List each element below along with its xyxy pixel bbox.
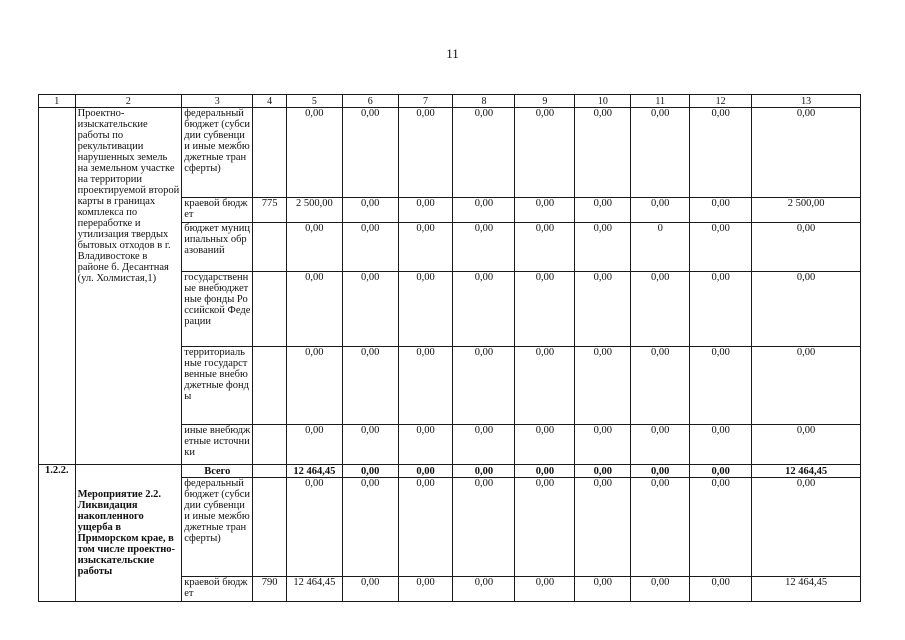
value-cell-col-11: 0,00	[631, 198, 690, 223]
value-cell-col-10: 0,00	[575, 272, 631, 347]
value-cell-col-7: 0,00	[398, 223, 453, 272]
value-cell-col-7: 0,00	[398, 347, 453, 425]
value-cell-col-6: 0,00	[342, 425, 398, 465]
item-title: Проектно-изыскательские работы по рекультивации нарушенных земель на земельном участке на территории проектируемой второй карты в границах комплекса по переработке и утилизация твердых бытовых отходов в г. Владивостоке в районе б. Десантная (ул. Холмистая,1)	[75, 108, 182, 465]
value-cell-col-9: 0,00	[515, 577, 575, 602]
funding-source: краевой бюджет	[182, 198, 253, 223]
value-cell-col-9: 0,00	[515, 223, 575, 272]
column-header-11: 11	[631, 95, 690, 108]
value-cell-col-12: 0,00	[690, 198, 752, 223]
value-cell-col-8: 0,00	[453, 223, 515, 272]
value-cell-col-5: 0,00	[286, 478, 342, 577]
budget-code	[253, 425, 287, 465]
value-cell-col-9: 0,00	[515, 108, 575, 198]
value-cell-col-10: 0,00	[575, 347, 631, 425]
value-cell-col-10: 0,00	[575, 478, 631, 577]
funding-source: федеральный бюджет (субсидии субвенции иные межбюджетные трансферты)	[182, 478, 253, 577]
value-cell-col-5: 0,00	[286, 425, 342, 465]
value-cell-col-6: 0,00	[342, 272, 398, 347]
value-cell-col-11: 0,00	[631, 425, 690, 465]
value-cell-col-12: 0,00	[690, 577, 752, 602]
value-cell-col-13: 0,00	[752, 223, 861, 272]
value-cell-col-8: 0,00	[453, 108, 515, 198]
value-cell-col-11: 0,00	[631, 478, 690, 577]
funding-source: Всего	[182, 465, 253, 478]
value-cell-col-8: 0,00	[453, 577, 515, 602]
value-cell-col-12: 0,00	[690, 465, 752, 478]
value-cell-col-5: 0,00	[286, 108, 342, 198]
value-cell-col-7: 0,00	[398, 108, 453, 198]
column-header-8: 8	[453, 95, 515, 108]
budget-code	[253, 478, 287, 577]
item-number: 1.2.2.	[39, 465, 76, 602]
column-header-5: 5	[286, 95, 342, 108]
value-cell-col-13: 0,00	[752, 478, 861, 577]
value-cell-col-6: 0,00	[342, 577, 398, 602]
funding-source: территориальные государственные внебюджетные фонды	[182, 347, 253, 425]
budget-code	[253, 347, 287, 425]
funding-source: федеральный бюджет (субсидии субвенции иные межбюджетные трансферты)	[182, 108, 253, 198]
value-cell-col-10: 0,00	[575, 465, 631, 478]
value-cell-col-7: 0,00	[398, 465, 453, 478]
funding-source: иные внебюджетные источники	[182, 425, 253, 465]
value-cell-col-8: 0,00	[453, 478, 515, 577]
value-cell-col-12: 0,00	[690, 478, 752, 577]
column-header-4: 4	[253, 95, 287, 108]
value-cell-col-13: 2 500,00	[752, 198, 861, 223]
value-cell-col-10: 0,00	[575, 425, 631, 465]
value-cell-col-13: 0,00	[752, 108, 861, 198]
value-cell-col-6: 0,00	[342, 465, 398, 478]
column-header-1: 1	[39, 95, 76, 108]
item-number	[39, 108, 76, 465]
item-title: Мероприятие 2.2. Ликвидация накопленного ущерба в Приморском крае, в том числе проектно-изыскательские работы	[75, 465, 182, 602]
value-cell-col-11: 0,00	[631, 577, 690, 602]
value-cell-col-5: 0,00	[286, 347, 342, 425]
budget-table	[38, 94, 861, 602]
value-cell-col-9: 0,00	[515, 465, 575, 478]
page-number: 11	[446, 46, 459, 61]
value-cell-col-5: 0,00	[286, 223, 342, 272]
value-cell-col-7: 0,00	[398, 425, 453, 465]
value-cell-col-9: 0,00	[515, 425, 575, 465]
value-cell-col-11: 0,00	[631, 347, 690, 425]
value-cell-col-10: 0,00	[575, 577, 631, 602]
value-cell-col-5: 12 464,45	[286, 465, 342, 478]
value-cell-col-8: 0,00	[453, 347, 515, 425]
funding-source: бюджет муниципальных образований	[182, 223, 253, 272]
value-cell-col-12: 0,00	[690, 425, 752, 465]
value-cell-col-5: 2 500,00	[286, 198, 342, 223]
value-cell-col-10: 0,00	[575, 223, 631, 272]
budget-code	[253, 272, 287, 347]
column-header-9: 9	[515, 95, 575, 108]
value-cell-col-7: 0,00	[398, 577, 453, 602]
column-header-6: 6	[342, 95, 398, 108]
value-cell-col-9: 0,00	[515, 198, 575, 223]
value-cell-col-12: 0,00	[690, 347, 752, 425]
value-cell-col-12: 0,00	[690, 272, 752, 347]
value-cell-col-12: 0,00	[690, 223, 752, 272]
budget-code: 775	[253, 198, 287, 223]
value-cell-col-7: 0,00	[398, 198, 453, 223]
value-cell-col-6: 0,00	[342, 347, 398, 425]
value-cell-col-6: 0,00	[342, 223, 398, 272]
value-cell-col-7: 0,00	[398, 272, 453, 347]
value-cell-col-10: 0,00	[575, 108, 631, 198]
header-row	[39, 95, 861, 108]
value-cell-col-11: 0	[631, 223, 690, 272]
table-row	[39, 108, 861, 198]
value-cell-col-9: 0,00	[515, 478, 575, 577]
budget-code	[253, 108, 287, 198]
value-cell-col-11: 0,00	[631, 272, 690, 347]
budget-code	[253, 465, 287, 478]
value-cell-col-8: 0,00	[453, 425, 515, 465]
column-header-13: 13	[752, 95, 861, 108]
value-cell-col-10: 0,00	[575, 198, 631, 223]
value-cell-col-13: 12 464,45	[752, 577, 861, 602]
budget-code: 790	[253, 577, 287, 602]
value-cell-col-13: 0,00	[752, 347, 861, 425]
value-cell-col-9: 0,00	[515, 272, 575, 347]
value-cell-col-9: 0,00	[515, 347, 575, 425]
value-cell-col-12: 0,00	[690, 108, 752, 198]
column-header-7: 7	[398, 95, 453, 108]
value-cell-col-8: 0,00	[453, 465, 515, 478]
column-header-3: 3	[182, 95, 253, 108]
value-cell-col-11: 0,00	[631, 465, 690, 478]
funding-source: краевой бюджет	[182, 577, 253, 602]
value-cell-col-8: 0,00	[453, 272, 515, 347]
total-row	[39, 465, 861, 478]
column-header-10: 10	[575, 95, 631, 108]
value-cell-col-13: 0,00	[752, 425, 861, 465]
value-cell-col-6: 0,00	[342, 198, 398, 223]
value-cell-col-5: 0,00	[286, 272, 342, 347]
column-header-2: 2	[75, 95, 182, 108]
value-cell-col-8: 0,00	[453, 198, 515, 223]
value-cell-col-6: 0,00	[342, 108, 398, 198]
value-cell-col-13: 0,00	[752, 272, 861, 347]
value-cell-col-6: 0,00	[342, 478, 398, 577]
column-header-12: 12	[690, 95, 752, 108]
value-cell-col-13: 12 464,45	[752, 465, 861, 478]
budget-code	[253, 223, 287, 272]
value-cell-col-5: 12 464,45	[286, 577, 342, 602]
value-cell-col-7: 0,00	[398, 478, 453, 577]
funding-source: государственные внебюджетные фонды Российской Федерации	[182, 272, 253, 347]
value-cell-col-11: 0,00	[631, 108, 690, 198]
